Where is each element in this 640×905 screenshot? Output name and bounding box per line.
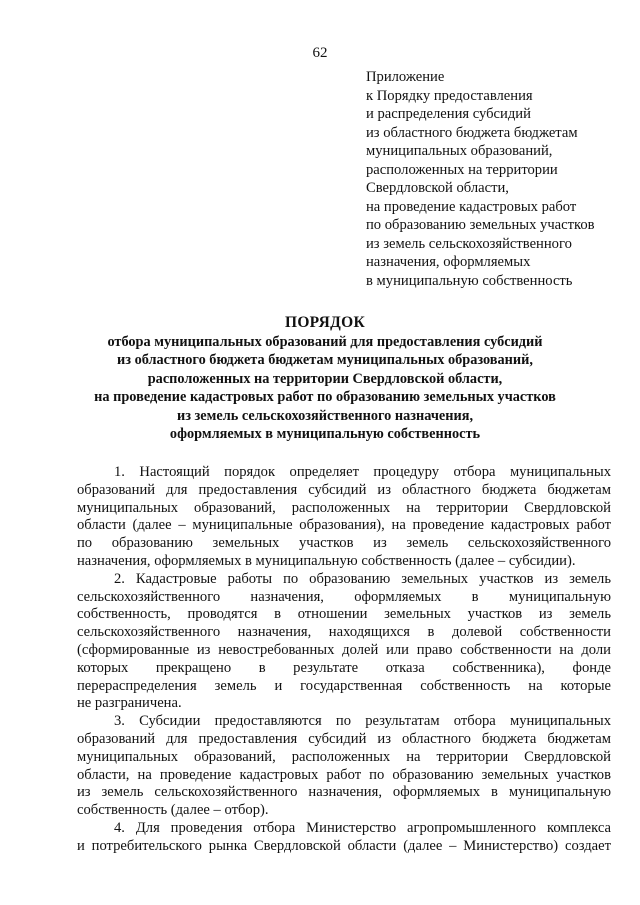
paragraph-2-line: не разграничена. [77,695,182,712]
paragraph-1-line: по образованию земельных участков из земель сельскохозяйственного [77,535,611,552]
document-subtitle-line: из земель сельскохозяйственного назначения, [176,407,474,424]
paragraph-2-line: сельскохозяйственного назначения, находящихся в долевой собственности [77,624,611,641]
paragraph-3-line: 3. Субсидии предоставляются по результатам отбора муниципальных [114,713,611,730]
paragraph-1-line: муниципальных образований, расположенных на территории Свердловской [77,499,611,516]
appendix-line: из областного бюджета бюджетам [366,124,578,141]
paragraph-1-line: области (далее – муниципальные образования), на проведение кадастровых работ [77,517,611,534]
paragraph-2-line: (сформированные из невостребованных долей или право собственности на доли [77,641,611,658]
appendix-line: Свердловской области, [366,180,509,196]
paragraph-4-line: и потребительского рынка Свердловской области (далее – Министерство) создает [77,837,611,854]
appendix-line: и распределения субсидий [366,106,531,122]
document-subtitle-line: расположенных на территории Свердловской области, [147,370,503,387]
document-subtitle-line: из областного бюджета бюджетам муниципальных образований, [117,352,533,369]
paragraph-1-line: 1. Настоящий порядок определяет процедуру отбора муниципальных [114,464,611,480]
paragraph-3-line: муниципальных образований, расположенных на территории Свердловской [77,748,611,765]
paragraph-4-line: 4. Для проведения отбора Министерство агропромышленного комплекса [114,819,611,836]
document-subtitle-line: на проведение кадастровых работ по образованию земельных участков [94,389,556,406]
paragraph-1-line: назначения, оформляемых в муниципальную собственность (далее – субсидии). [77,552,576,569]
document-subtitle-line: оформляемых в муниципальную собственность [169,426,481,443]
appendix-header [366,68,631,290]
document-title: ПОРЯДОК [284,314,366,331]
paragraph-2-line: перераспределения земель и государственная собственность на которые [77,677,611,694]
paragraph-3-line: образований для предоставления субсидий из областного бюджета бюджетам [77,730,611,747]
appendix-line: расположенных на территории [366,161,558,178]
paragraph-2-line: сельскохозяйственного назначения, оформляемых в муниципальную [77,588,611,605]
appendix-line: по образованию земельных участков [366,217,595,233]
appendix-line: в муниципальную собственность [366,272,573,289]
paragraph-3-line: области, на проведение кадастровых работ по образованию земельных участков [77,766,611,783]
appendix-line: из земель сельскохозяйственного [366,235,572,252]
paragraph-2-line: 2. Кадастровые работы по образованию земельных участков из земель [114,570,611,587]
appendix-line: муниципальных образований, [366,143,553,159]
page-number: 62 [312,45,328,61]
paragraph-3-line: собственность (далее – отбор). [77,802,269,819]
paragraph-3-line: из земель сельскохозяйственного назначения, оформляемых в муниципальную [77,784,611,801]
document-title-block [40,313,610,443]
appendix-line: назначения, оформляемых [366,254,531,270]
appendix-line: к Порядку предоставления [366,87,533,104]
paragraph-2-line: собственность, проводятся в отношении земельных участков из земель [77,606,611,623]
appendix-line: Приложение [366,69,445,85]
appendix-line: на проведение кадастровых работ [366,198,577,215]
document-subtitle-line: отбора муниципальных образований для предоставления субсидий [107,334,543,350]
paragraph-1-line: образований для предоставления субсидий из областного бюджета бюджетам [77,481,611,498]
paragraph-2-line: которых прекращено в результате отказа собственника), фонде [77,659,611,676]
document-body [77,464,611,856]
